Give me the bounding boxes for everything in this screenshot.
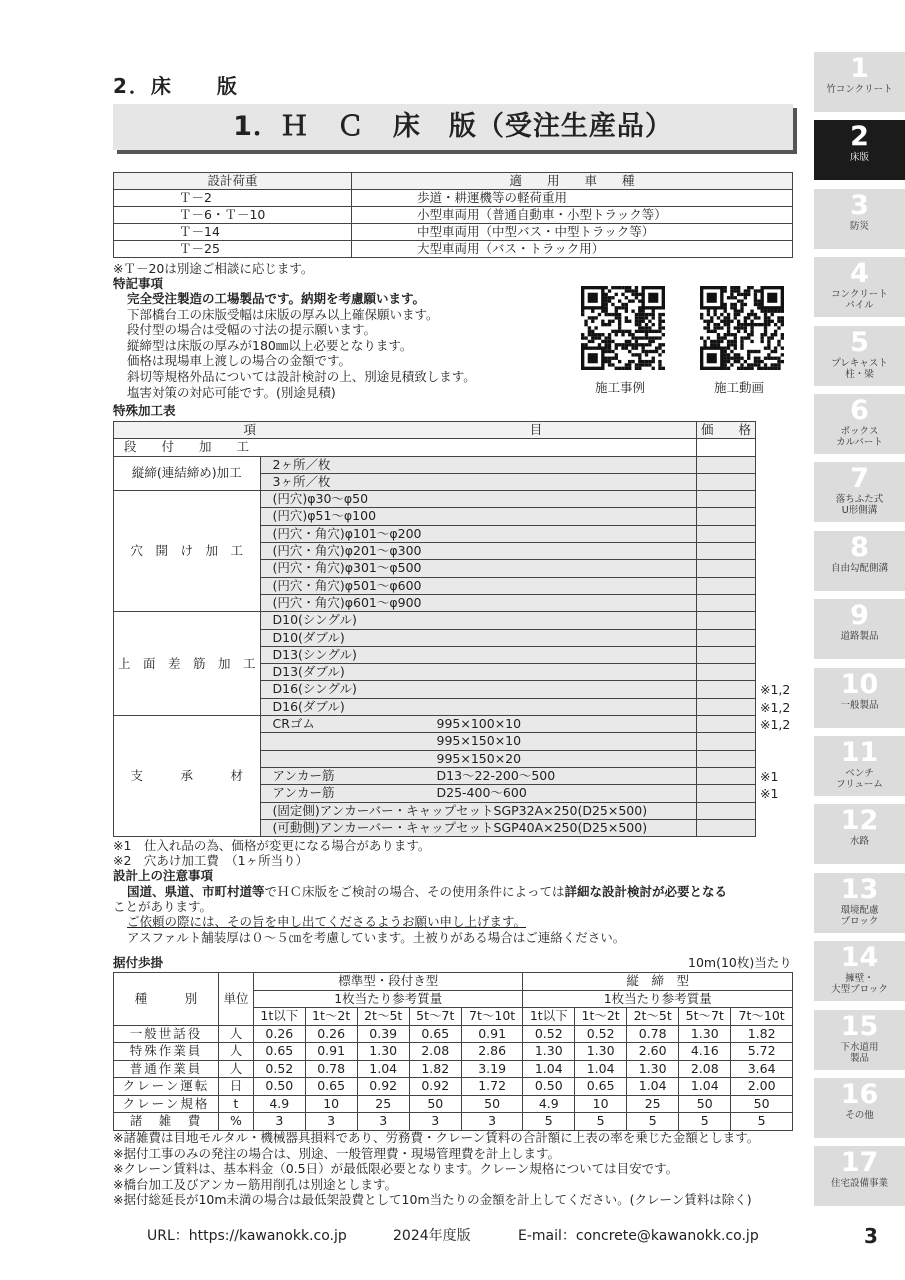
installation-weight-header: 2t～5t bbox=[357, 1008, 409, 1026]
installation-value-cell: 25 bbox=[357, 1095, 409, 1113]
side-tab-number: 8 bbox=[850, 531, 869, 563]
processing-mark: ※1,2 bbox=[760, 682, 791, 697]
installation-value-cell: 2.00 bbox=[731, 1078, 793, 1096]
installation-unit-cell: t bbox=[219, 1095, 254, 1113]
installation-value-cell: 0.78 bbox=[305, 1060, 357, 1078]
load-table bbox=[113, 172, 793, 258]
footer-edition: 2024年度版 bbox=[393, 1228, 471, 1244]
installation-value-cell: 1.30 bbox=[523, 1043, 575, 1061]
side-tab-label: 道路製品 bbox=[840, 631, 879, 643]
installation-value-cell: 3 bbox=[254, 1113, 306, 1131]
processing-price-cell bbox=[696, 491, 755, 508]
installation-value-cell: 0.26 bbox=[305, 1025, 357, 1043]
processing-price-cell bbox=[696, 646, 755, 663]
processing-header-item2: 目 bbox=[260, 422, 696, 439]
installation-value-cell: 0.65 bbox=[254, 1043, 306, 1061]
installation-value-cell: 10 bbox=[305, 1095, 357, 1113]
installation-note: ※橋台加工及びアンカー筋用削孔は別途とします。 bbox=[113, 1176, 397, 1192]
installation-value-cell: 1.30 bbox=[679, 1025, 731, 1043]
processing-item-label bbox=[265, 751, 273, 766]
side-tab-number: 3 bbox=[850, 189, 869, 221]
processing-group-name: 段 付 加 工 bbox=[114, 439, 697, 456]
installation-unit-cell: 人 bbox=[219, 1025, 254, 1043]
installation-value-cell: 0.91 bbox=[305, 1043, 357, 1061]
load-header-vehicle: 適 用 車 種 bbox=[352, 173, 793, 190]
installation-value-cell: 1.72 bbox=[461, 1078, 523, 1096]
processing-item-cell bbox=[260, 698, 696, 715]
installation-value-cell: 25 bbox=[627, 1095, 679, 1113]
product-title: 1．Ｈ Ｃ 床 版（受注生産品） bbox=[233, 111, 673, 142]
installation-note: ※クレーン賃料は、基本料金（0.5日）が最低限必要となります。クレーン規格については目安です。 bbox=[113, 1161, 679, 1177]
processing-item-label: D13(ダブル) bbox=[272, 664, 345, 680]
processing-price-cell bbox=[696, 785, 755, 802]
side-tab-12[interactable] bbox=[814, 804, 905, 864]
installation-value-cell: 1.04 bbox=[357, 1060, 409, 1078]
installation-kind-cell: クレーン規格 bbox=[114, 1095, 219, 1113]
installation-group-standard: 標準型・段付き型 bbox=[254, 973, 523, 991]
side-tab-9[interactable] bbox=[814, 599, 905, 659]
processing-mark: ※1 bbox=[760, 769, 779, 784]
side-tab-label: コンクリート パイル bbox=[831, 289, 888, 312]
footer-email[interactable]: E-mail：concrete@kawanokk.co.jp bbox=[518, 1228, 759, 1244]
load-header-design: 設計荷重 bbox=[114, 173, 352, 190]
installation-value-cell: 1.30 bbox=[357, 1043, 409, 1061]
side-tab-label: 下水道用 製品 bbox=[840, 1041, 879, 1064]
installation-kind-cell: 一般世話役 bbox=[114, 1025, 219, 1043]
installation-value-cell: 0.65 bbox=[409, 1025, 461, 1043]
design-notes-line-3: ご依頼の際には、その旨を申し出てくださるようお願い申し上げます。 bbox=[127, 914, 527, 929]
processing-item-cell bbox=[260, 802, 696, 819]
side-tab-6[interactable] bbox=[814, 394, 905, 454]
installation-value-cell: 0.50 bbox=[254, 1078, 306, 1096]
side-tab-number: 15 bbox=[840, 1010, 879, 1042]
special-note-line: 段付型の場合は受幅の寸法の提示願います。 bbox=[127, 322, 377, 338]
installation-sub-standard: 1枚当たり参考質量 bbox=[254, 990, 523, 1008]
processing-price-cell bbox=[696, 767, 755, 784]
installation-value-cell: 50 bbox=[461, 1095, 523, 1113]
installation-row bbox=[114, 1060, 793, 1078]
installation-kind-header: 種 別 bbox=[114, 973, 219, 1026]
side-tab-label: 防災 bbox=[849, 220, 869, 232]
processing-row bbox=[114, 491, 756, 508]
processing-row bbox=[114, 439, 756, 456]
installation-unit-note: 10m(10枚)当たり bbox=[688, 955, 792, 970]
installation-value-cell: 3 bbox=[305, 1113, 357, 1131]
installation-value-cell: 50 bbox=[679, 1095, 731, 1113]
processing-item-cell bbox=[260, 646, 696, 663]
processing-price-cell bbox=[696, 508, 755, 525]
side-tab-10[interactable] bbox=[814, 668, 905, 728]
installation-value-cell: 4.9 bbox=[254, 1095, 306, 1113]
installation-unit-cell: 人 bbox=[219, 1043, 254, 1061]
side-tab-5[interactable] bbox=[814, 326, 905, 386]
processing-price-cell bbox=[696, 456, 755, 473]
installation-value-cell: 1.04 bbox=[679, 1078, 731, 1096]
processing-group-name: 上 面 差 筋 加 工 bbox=[114, 612, 261, 716]
side-tab-number: 14 bbox=[840, 942, 879, 974]
side-tab-2[interactable] bbox=[814, 120, 905, 180]
processing-item-label: (円穴・角穴)φ201～φ300 bbox=[272, 543, 422, 559]
installation-row bbox=[114, 1043, 793, 1061]
installation-value-cell: 2.08 bbox=[679, 1060, 731, 1078]
load-vehicle-cell: 歩道・耕運機等の軽荷重用 bbox=[352, 190, 793, 207]
processing-price-cell bbox=[696, 716, 755, 733]
processing-item-label: (円穴)φ30～φ50 bbox=[272, 491, 369, 507]
installation-value-cell: 0.52 bbox=[254, 1060, 306, 1078]
design-notes-roads: 国道、県道、市町村道等 bbox=[127, 884, 265, 899]
processing-item-spec: D25-400～600 bbox=[436, 785, 527, 801]
processing-item-label: CRゴム bbox=[272, 716, 315, 732]
processing-item-cell bbox=[260, 543, 696, 560]
processing-row bbox=[114, 456, 756, 473]
processing-item-cell bbox=[260, 733, 696, 750]
side-tab-label: 一般製品 bbox=[840, 699, 879, 711]
installation-value-cell: 5 bbox=[575, 1113, 627, 1131]
processing-header-price: 価 格 bbox=[696, 422, 755, 439]
processing-price-cell bbox=[696, 750, 755, 767]
side-tab-label: プレキャスト 柱・梁 bbox=[831, 357, 888, 380]
installation-weight-header: 5t～7t bbox=[409, 1008, 461, 1026]
load-design-cell: Ｔ－14 bbox=[114, 224, 352, 241]
processing-price-cell bbox=[696, 681, 755, 698]
processing-price-cell bbox=[696, 543, 755, 560]
side-tab-3[interactable] bbox=[814, 189, 905, 249]
side-tab-label: 落ちふた式 U形側溝 bbox=[835, 494, 884, 517]
processing-mark: ※1 bbox=[760, 786, 779, 801]
installation-unit-cell: 人 bbox=[219, 1060, 254, 1078]
side-tab-label: ベンチ フリューム bbox=[836, 768, 883, 790]
processing-price-cell bbox=[696, 473, 755, 490]
installation-value-cell: 3 bbox=[357, 1113, 409, 1131]
installation-unit-cell: % bbox=[219, 1113, 254, 1131]
processing-item-cell bbox=[260, 594, 696, 611]
installation-value-cell: 3 bbox=[409, 1113, 461, 1131]
processing-item-cell bbox=[260, 456, 696, 473]
installation-unit-header: 単位 bbox=[219, 973, 254, 1026]
processing-item-label: (円穴)φ51～φ100 bbox=[272, 508, 377, 524]
installation-value-cell: 1.82 bbox=[409, 1060, 461, 1078]
processing-price-cell bbox=[696, 802, 755, 819]
side-tab-13[interactable] bbox=[814, 873, 905, 933]
side-tab-label: 環境配慮 ブロック bbox=[840, 904, 879, 927]
processing-footnote-2: ※2 穴あけ加工費 （1ヶ所当り） bbox=[113, 853, 309, 868]
installation-weight-header: 1t～2t bbox=[305, 1008, 357, 1026]
processing-mark: ※1,2 bbox=[760, 700, 791, 715]
installation-value-cell: 0.52 bbox=[575, 1025, 627, 1043]
installation-row bbox=[114, 1078, 793, 1096]
qr-label-examples: 施工事例 bbox=[595, 380, 646, 395]
processing-item-label: (円穴・角穴)φ301～φ500 bbox=[272, 560, 422, 576]
processing-item-label: D10(ダブル) bbox=[272, 629, 345, 645]
processing-item-label: D10(シングル) bbox=[272, 612, 357, 628]
side-tab-label: 自由勾配側溝 bbox=[830, 562, 888, 574]
installation-value-cell: 3.64 bbox=[731, 1060, 793, 1078]
side-tab-number: 9 bbox=[850, 600, 869, 632]
side-tab-17[interactable] bbox=[814, 1146, 905, 1206]
processing-price-cell bbox=[696, 560, 755, 577]
installation-value-cell: 0.65 bbox=[575, 1078, 627, 1096]
installation-kind-cell: 諸 雑 費 bbox=[114, 1113, 219, 1131]
side-tab-8[interactable] bbox=[814, 531, 905, 591]
installation-weight-header: 1t以下 bbox=[523, 1008, 575, 1026]
processing-price-cell bbox=[696, 698, 755, 715]
side-tab-number: 13 bbox=[840, 873, 879, 905]
processing-item-spec: 995×150×10 bbox=[436, 733, 522, 749]
installation-value-cell: 50 bbox=[731, 1095, 793, 1113]
installation-value-cell: 5 bbox=[731, 1113, 793, 1131]
side-tab-label: 床版 bbox=[849, 152, 869, 164]
design-notes-line-4: アスファルト舗装厚は０～５㎝を考慮しています。土被りがある場合はご連絡ください。 bbox=[127, 930, 626, 945]
qr-code-icon[interactable] bbox=[700, 286, 784, 370]
side-tab-number: 10 bbox=[840, 668, 879, 700]
installation-value-cell: 4.16 bbox=[679, 1043, 731, 1061]
section-heading: 2．床 版 bbox=[113, 74, 239, 98]
processing-item-cell bbox=[260, 716, 696, 733]
processing-item-label: アンカー筋 bbox=[272, 767, 335, 783]
load-design-cell: Ｔ－6・Ｔ－10 bbox=[114, 207, 352, 224]
installation-value-cell: 0.26 bbox=[254, 1025, 306, 1043]
load-vehicle-cell: 小型車両用（普通自動車・小型トラック等） bbox=[352, 207, 793, 224]
installation-value-cell: 1.04 bbox=[575, 1060, 627, 1078]
installation-value-cell: 0.39 bbox=[357, 1025, 409, 1043]
special-note-line: 完全受注製造の工場製品です。納期を考慮願います。 bbox=[127, 291, 426, 306]
side-tab-label: その他 bbox=[845, 1110, 874, 1121]
installation-value-cell: 0.92 bbox=[357, 1078, 409, 1096]
installation-value-cell: 0.65 bbox=[305, 1078, 357, 1096]
load-vehicle-cell: 中型車両用（中型バス・中型トラック等） bbox=[352, 224, 793, 241]
design-notes-emphasis: 詳細な設計検討が必要となる bbox=[564, 884, 728, 899]
installation-value-cell: 0.78 bbox=[627, 1025, 679, 1043]
side-tab-label: 水路 bbox=[849, 836, 869, 848]
installation-value-cell: 0.92 bbox=[409, 1078, 461, 1096]
installation-row bbox=[114, 1095, 793, 1113]
processing-item-label: 3ヶ所／枚 bbox=[272, 473, 331, 489]
processing-item-label: アンカー筋 bbox=[272, 785, 335, 801]
processing-item-spec: 995×150×20 bbox=[436, 750, 522, 766]
processing-group-name: 穴 開 け 加 工 bbox=[114, 491, 261, 612]
side-tab-15[interactable] bbox=[814, 1010, 905, 1070]
side-tab-number: 1 bbox=[850, 53, 869, 84]
processing-item-cell bbox=[260, 681, 696, 698]
side-tab-14[interactable] bbox=[814, 941, 905, 1001]
processing-header-item: 項 bbox=[114, 422, 261, 439]
qr-code-icon[interactable] bbox=[581, 286, 665, 370]
processing-price-cell bbox=[696, 664, 755, 681]
side-tab-16[interactable] bbox=[814, 1078, 905, 1138]
processing-item-cell bbox=[260, 473, 696, 490]
processing-price-cell bbox=[696, 439, 755, 456]
special-processing-table bbox=[113, 421, 756, 837]
footer-url[interactable]: URL：https://kawanokk.co.jp bbox=[147, 1228, 347, 1244]
qr-label-video: 施工動画 bbox=[714, 380, 765, 395]
side-tab-1[interactable] bbox=[814, 52, 905, 112]
design-notes-heading: 設計上の注意事項 bbox=[113, 868, 214, 883]
processing-item-cell bbox=[260, 577, 696, 594]
load-design-cell: Ｔ－25 bbox=[114, 241, 352, 258]
processing-item-cell bbox=[260, 525, 696, 542]
processing-price-cell bbox=[696, 819, 755, 836]
installation-header-row bbox=[114, 973, 793, 991]
side-tab-number: 17 bbox=[840, 1147, 879, 1179]
installation-value-cell: 2.08 bbox=[409, 1043, 461, 1061]
installation-value-cell: 1.82 bbox=[731, 1025, 793, 1043]
processing-item-label: (円穴・角穴)φ501～φ600 bbox=[272, 577, 422, 593]
installation-value-cell: 0.52 bbox=[523, 1025, 575, 1043]
processing-item-cell bbox=[260, 664, 696, 681]
design-notes-text: でＨＣ床版をご検討の場合、その使用条件によっては bbox=[264, 884, 565, 899]
processing-row bbox=[114, 612, 756, 629]
processing-item-label: D13(シングル) bbox=[272, 646, 357, 662]
processing-group-name: 支 承 材 bbox=[114, 716, 261, 837]
processing-price-cell bbox=[696, 525, 755, 542]
processing-item-cell bbox=[260, 629, 696, 646]
special-notes-list bbox=[127, 291, 476, 400]
processing-item-cell bbox=[260, 491, 696, 508]
side-tab-number: 7 bbox=[850, 463, 869, 495]
installation-value-cell: 2.60 bbox=[627, 1043, 679, 1061]
load-row bbox=[114, 241, 793, 258]
installation-value-cell: 2.86 bbox=[461, 1043, 523, 1061]
processing-price-cell bbox=[696, 612, 755, 629]
side-tab-number: 4 bbox=[850, 258, 869, 290]
side-tab-label: 竹コンクリート bbox=[826, 84, 893, 95]
special-note-line: 下部橋台工の床版受幅は床版の厚み以上確保願います。 bbox=[127, 306, 439, 322]
processing-price-cell bbox=[696, 594, 755, 611]
page-number: 3 bbox=[864, 1224, 878, 1248]
processing-item-cell bbox=[260, 508, 696, 525]
processing-item-label: (円穴・角穴)φ601～φ900 bbox=[272, 594, 422, 610]
installation-weight-header: 1t～2t bbox=[575, 1008, 627, 1026]
processing-item-label: (円穴・角穴)φ101～φ200 bbox=[272, 525, 422, 541]
processing-item-spec: 995×100×10 bbox=[436, 716, 522, 732]
installation-value-cell: 50 bbox=[409, 1095, 461, 1113]
installation-sub-vertical: 1枚当たり参考質量 bbox=[523, 990, 793, 1008]
side-tab-number: 6 bbox=[850, 395, 869, 426]
processing-item-cell bbox=[260, 560, 696, 577]
side-tab-number: 2 bbox=[850, 121, 869, 153]
installation-heading: 据付歩掛 bbox=[113, 955, 164, 970]
special-processing-heading: 特殊加工表 bbox=[113, 403, 176, 418]
installation-weight-header: 5t～7t bbox=[679, 1008, 731, 1026]
processing-item-cell bbox=[260, 785, 696, 802]
side-tab-number: 16 bbox=[840, 1079, 879, 1110]
installation-row bbox=[114, 1025, 793, 1043]
processing-item-label bbox=[265, 733, 273, 748]
processing-price-cell bbox=[696, 577, 755, 594]
processing-footnote-1: ※1 仕入れ品の為、価格が変更になる場合があります。 bbox=[113, 838, 431, 853]
load-table-note: ※Ｔ－20は別途ご相談に応じます。 bbox=[113, 261, 314, 276]
installation-value-cell: 3.19 bbox=[461, 1060, 523, 1078]
side-tab-11[interactable] bbox=[814, 736, 905, 796]
load-vehicle-cell: 大型車両用（バス・トラック用） bbox=[352, 241, 793, 258]
processing-item-cell bbox=[260, 612, 696, 629]
processing-price-cell bbox=[696, 733, 755, 750]
load-row bbox=[114, 190, 793, 207]
processing-item-cell bbox=[260, 767, 696, 784]
processing-row bbox=[114, 716, 756, 733]
side-tab-7[interactable] bbox=[814, 462, 905, 522]
installation-kind-cell: 普通作業員 bbox=[114, 1060, 219, 1078]
processing-item-label: D16(ダブル) bbox=[272, 698, 345, 714]
installation-note: ※据付総延長が10m未満の場合は最低架設費として10m当たりの金額を計上してください。(クレーン賃料は除く) bbox=[113, 1192, 752, 1208]
side-tab-label: ボックス カルバート bbox=[836, 426, 883, 448]
side-tab-label: 擁壁・ 大型ブロック bbox=[831, 973, 888, 996]
processing-group-name: 縦締(連結締め)加工 bbox=[114, 456, 261, 491]
processing-item-cell bbox=[260, 819, 696, 836]
installation-note: ※諸雑費は目地モルタル・機械器具損料であり、労務費・クレーン賃料の合計額に上表の率を乗じた金額とします。 bbox=[113, 1130, 760, 1145]
installation-kind-cell: 特殊作業員 bbox=[114, 1043, 219, 1061]
processing-price-cell bbox=[696, 629, 755, 646]
installation-value-cell: 5.72 bbox=[731, 1043, 793, 1061]
installation-weight-header: 7t～10t bbox=[731, 1008, 793, 1026]
special-note-line: 塩害対策の対応可能です。(別途見積) bbox=[127, 384, 336, 400]
installation-value-cell: 1.30 bbox=[575, 1043, 627, 1061]
processing-item-spec: D13～22-200～500 bbox=[436, 767, 556, 783]
load-row bbox=[114, 207, 793, 224]
installation-value-cell: 5 bbox=[679, 1113, 731, 1131]
processing-item-label: (可動側)アンカーバー・キャップセットSGP40A×250(D25×500) bbox=[272, 819, 648, 835]
processing-mark: ※1,2 bbox=[760, 717, 791, 732]
side-tab-4[interactable] bbox=[814, 257, 905, 317]
installation-value-cell: 5 bbox=[523, 1113, 575, 1131]
processing-item-cell bbox=[260, 750, 696, 767]
installation-value-cell: 0.91 bbox=[461, 1025, 523, 1043]
installation-value-cell: 5 bbox=[627, 1113, 679, 1131]
installation-value-cell: 10 bbox=[575, 1095, 627, 1113]
processing-item-label: 2ヶ所／枚 bbox=[272, 456, 331, 472]
side-tab-number: 11 bbox=[840, 737, 879, 768]
installation-value-cell: 1.04 bbox=[627, 1078, 679, 1096]
installation-row bbox=[114, 1113, 793, 1131]
installation-note: ※据付工事のみの発注の場合は、別途、一般管理費・現場管理費を計上します。 bbox=[113, 1145, 560, 1161]
installation-weight-header: 2t～5t bbox=[627, 1008, 679, 1026]
side-tab-label: 住宅設備事業 bbox=[830, 1178, 888, 1190]
installation-table bbox=[113, 972, 793, 1131]
special-note-line: 斜切等規格外品については設計検討の上、別途見積致します。 bbox=[127, 368, 476, 384]
special-notes-heading: 特記事項 bbox=[113, 276, 164, 291]
installation-weight-header: 1t以下 bbox=[254, 1008, 306, 1026]
special-note-line: 価格は現場車上渡しの場合の金額です。 bbox=[127, 353, 352, 369]
processing-item-label: (固定側)アンカーバー・キャップセットSGP32A×250(D25×500) bbox=[272, 802, 648, 818]
installation-notes bbox=[113, 1130, 759, 1208]
load-design-cell: Ｔ－2 bbox=[114, 190, 352, 207]
installation-value-cell: 3 bbox=[461, 1113, 523, 1131]
installation-value-cell: 1.04 bbox=[523, 1060, 575, 1078]
special-note-line: 縦締型は床版の厚みが180㎜以上必要となります。 bbox=[127, 337, 413, 353]
installation-value-cell: 0.50 bbox=[523, 1078, 575, 1096]
installation-value-cell: 4.9 bbox=[523, 1095, 575, 1113]
design-notes-line-2: ことがあります。 bbox=[113, 899, 213, 914]
installation-unit-cell: 日 bbox=[219, 1078, 254, 1096]
load-row bbox=[114, 224, 793, 241]
installation-group-vertical: 縦 締 型 bbox=[523, 973, 793, 991]
installation-kind-cell: クレーン運転 bbox=[114, 1078, 219, 1096]
installation-value-cell: 1.30 bbox=[627, 1060, 679, 1078]
installation-weight-header: 7t～10t bbox=[461, 1008, 523, 1026]
design-notes-line-1 bbox=[127, 884, 727, 900]
processing-item-label: D16(シングル) bbox=[272, 681, 357, 697]
processing-header-row bbox=[114, 422, 756, 439]
side-tab-number: 5 bbox=[850, 326, 869, 358]
side-tab-number: 12 bbox=[840, 805, 879, 837]
